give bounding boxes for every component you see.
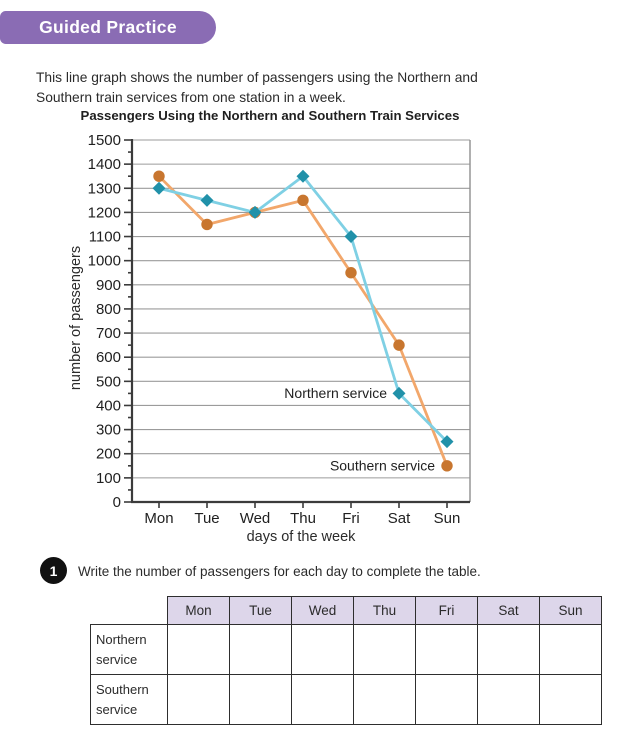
data-point-sat (393, 339, 404, 350)
table-row-southern-service (91, 675, 602, 725)
table-header-wed: Wed (292, 597, 354, 625)
svg-text:600: 600 (95, 349, 121, 367)
svg-text:1300: 1300 (87, 180, 121, 198)
table-header-tue: Tue (230, 597, 292, 625)
table-cell-southern-service-sat[interactable] (478, 675, 540, 725)
svg-text:400: 400 (95, 397, 121, 415)
answer-table (90, 596, 602, 725)
table-header-row (91, 597, 602, 625)
data-point-thu (297, 170, 310, 183)
table-header-sun: Sun (540, 597, 602, 625)
series-southern-service (153, 171, 452, 472)
y-axis-label: number of passengers (68, 245, 84, 391)
table-cell-northern-service-thu[interactable] (354, 625, 416, 675)
table-header-fri: Fri (416, 597, 478, 625)
data-point-fri (345, 230, 358, 243)
svg-text:1500: 1500 (87, 132, 121, 149)
table-cell-southern-service-tue[interactable] (230, 675, 292, 725)
svg-text:1400: 1400 (87, 156, 121, 174)
series-label-northern-service: Northern service (284, 384, 387, 401)
row-label-northern-service: Northern service (91, 625, 168, 675)
question-text: Write the number of passengers for each day to complete the table. (78, 564, 481, 579)
y-axis (88, 132, 132, 511)
data-point-wed (249, 207, 260, 218)
svg-text:Fri: Fri (342, 510, 360, 527)
data-point-mon (153, 182, 166, 195)
table-cell-southern-service-wed[interactable] (292, 675, 354, 725)
svg-text:0: 0 (112, 494, 121, 511)
guided-practice-badge (0, 11, 216, 44)
table-cell-southern-service-sun[interactable] (540, 675, 602, 725)
table-cell-northern-service-mon[interactable] (168, 625, 230, 675)
data-point-sun (441, 435, 454, 448)
table-cell-northern-service-wed[interactable] (292, 625, 354, 675)
table-row-northern-service (91, 625, 602, 675)
data-point-mon (153, 171, 164, 182)
intro-text (36, 68, 478, 108)
chart-title: Passengers Using the Northern and Southern Train Services (80, 108, 460, 123)
svg-text:Wed: Wed (239, 510, 271, 527)
table-cell-southern-service-mon[interactable] (168, 675, 230, 725)
data-point-thu (297, 195, 308, 206)
svg-text:Mon: Mon (144, 510, 174, 527)
intro-line-2: Southern train services from one station in a week. (36, 90, 346, 105)
svg-text:1000: 1000 (87, 252, 121, 270)
svg-text:100: 100 (95, 469, 121, 487)
table-header-sat: Sat (478, 597, 540, 625)
svg-text:Sun: Sun (433, 510, 461, 527)
svg-text:900: 900 (95, 276, 121, 294)
svg-text:1200: 1200 (87, 204, 121, 222)
svg-text:300: 300 (95, 421, 121, 439)
table-cell-northern-service-sat[interactable] (478, 625, 540, 675)
question-number: 1 (49, 562, 58, 579)
table-header-mon: Mon (168, 597, 230, 625)
data-point-fri (345, 267, 356, 278)
svg-text:Thu: Thu (290, 510, 316, 527)
x-axis-label: days of the week (246, 529, 356, 545)
svg-text:200: 200 (95, 445, 121, 463)
svg-text:Tue: Tue (194, 510, 220, 527)
intro-line-1: This line graph shows the number of passengers using the Northern and (36, 70, 478, 85)
series-label-southern-service: Southern service (329, 457, 435, 474)
svg-text:Sat: Sat (387, 510, 411, 527)
data-point-tue (201, 194, 214, 207)
question-number-badge (40, 557, 67, 584)
data-point-sat (393, 387, 406, 400)
gridlines (132, 140, 470, 502)
data-point-sun (441, 460, 452, 471)
svg-text:1100: 1100 (88, 228, 121, 246)
data-point-tue (201, 219, 212, 230)
svg-text:500: 500 (95, 373, 121, 391)
series-northern-service (153, 170, 454, 448)
x-axis (144, 502, 460, 527)
table-cell-northern-service-tue[interactable] (230, 625, 292, 675)
table-corner-cell (91, 597, 168, 625)
table-cell-southern-service-fri[interactable] (416, 675, 478, 725)
table-cell-northern-service-sun[interactable] (540, 625, 602, 675)
row-label-southern-service: Southern service (91, 675, 168, 725)
svg-text:700: 700 (95, 325, 121, 343)
table-header-thu: Thu (354, 597, 416, 625)
data-point-wed (249, 206, 262, 219)
table-cell-southern-service-thu[interactable] (354, 675, 416, 725)
badge-label: Guided Practice (39, 17, 177, 37)
table-cell-northern-service-fri[interactable] (416, 625, 478, 675)
svg-text:800: 800 (95, 300, 121, 318)
